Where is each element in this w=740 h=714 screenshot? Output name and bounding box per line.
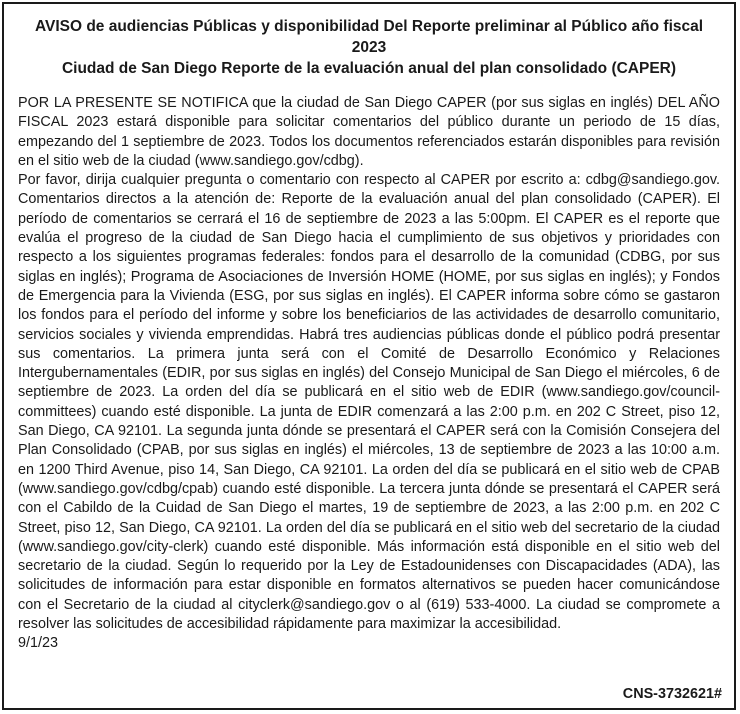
notice-date: 9/1/23 xyxy=(18,635,59,652)
notice-body xyxy=(18,94,720,634)
notice-title xyxy=(18,16,720,79)
notice-paragraph-1: POR LA PRESENTE SE NOTIFICA que la ciudad de San Diego CAPER (por sus siglas en inglés) DEL AÑO FISCAL 2023 estará disponible para solicitar comentarios del público durante un periodo de 15 días, empezando del 1 septiembre de 2023. Todos los documentos referenciados estarán disponibles para revisión en el sitio web de la ciudad (www.sandiego.gov/cdbg). xyxy=(18,95,720,169)
notice-title-line-2: Ciudad de San Diego Reporte de la evaluación anual del plan consolidado (CAPER) xyxy=(61,60,677,77)
public-notice xyxy=(2,2,736,710)
notice-id: CNS-3732621# xyxy=(622,686,722,702)
notice-paragraph-2: Por favor, dirija cualquier pregunta o comentario con respecto al CAPER por escrito a: cdbg@sandiego.gov. Comentarios directos a la atención de: Reporte de la evaluación anual del plan consolidado (CAPER). El período de comentarios se cerrará el 16 de septiembre de 2023 a las 5:00pm. El CAPER es el reporte que evalúa el progreso de la ciudad de San Diego hacia el cumplimiento de sus objetivos y prioridades con respecto a los siguientes programas federales: fondos para el desarrollo de la comunidad (CDBG, por sus siglas en inglés); Programa de Asociaciones de Inversión HOME (HOME, por sus siglas en inglés); y Fondos de Emergencia para la Vivienda (ESG, por sus siglas en inglés). El CAPER informa sobre cómo se gastaron los fondos para el período del informe y sobre los beneficiarios de las actividades de desarrollo comunitario, servicios sociales y vivienda emprendidas. Habrá tres audiencias públicas donde el público podrá presentar sus comentarios. La primera junta será con el Comité de Desarrollo Económico y Relaciones Intergubernamentales (EDIR, por sus siglas en inglés) del Consejo Municipal de San Diego el miércoles, 6 de septiembre de 2023. La orden del día se publicará en el sitio web de EDIR (www.sandiego.gov/council-committees) cuando esté disponible. La junta de EDIR comenzará a las 2:00 p.m. en 202 C Street, piso 12, San Diego, CA 92101. La segunda junta dónde se presentará el CAPER será con la Comisión Consejera del Plan Consolidado (CPAB, por sus siglas en inglés) el miércoles, 13 de septiembre de 2023 a las 10:00 a.m. en 1200 Third Avenue, piso 14, San Diego, CA 92101. La orden del día se publicará en el sitio web de CPAB (www.sandiego.gov/cdbg/cpab) cuando esté disponible. La tercera junta dónde se presentará el CAPER será con el Cabildo de la Cuidad de San Diego el martes, 19 de septiembre de 2023, a las 2:00 p.m. en 202 C Street, piso 12, San Diego, CA 92101. La orden del día se publicará en el sitio web del secretario de la ciudad (www.sandiego.gov/city-clerk) cuando esté disponible. Más información está disponible en el sitio web del secretario de la ciudad. Según lo requerido por la Ley de Estadounidenses con Discapacidades (ADA), las solicitudes de información para estar disponible en formatos alternativos se pueden hacer comunicándose con el Secretario de la ciudad al cityclerk@sandiego.gov o al (619) 533-4000. La ciudad se compromete a resolver las solicitudes de accesibilidad rápidamente para maximizar la accesibilidad. xyxy=(18,172,720,633)
title-spacer xyxy=(18,79,720,94)
notice-title-line-1: AVISO de audiencias Públicas y disponibilidad Del Reporte preliminar al Público año fiscal 2023 xyxy=(34,18,704,56)
